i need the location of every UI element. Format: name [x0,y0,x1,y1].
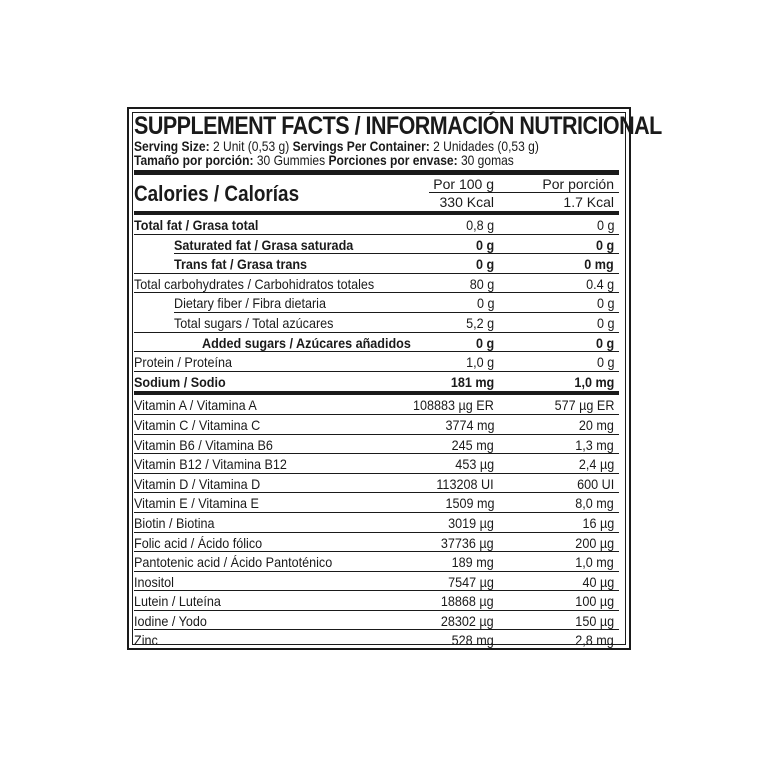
per-100g-value: 189 mg [451,554,494,571]
per-serving-value: 600 UI [576,475,614,492]
per-100g-value: 1,0 g [465,354,494,371]
per-serving-value: 1,0 mg [575,554,614,571]
vitamin-label: Vitamin D / Vitamina D [134,475,261,492]
tamano-value: 30 Gummies [253,152,329,168]
per-100g-value: 113208 UI [436,475,494,492]
nutrient-label: Total fat / Grasa total [134,217,259,233]
vitamin-row-biotin [134,513,619,533]
per-100g-value: 3019 µg [448,514,494,531]
vitamin-row-iodine [134,611,619,631]
per-100g-value: 28302 µg [441,612,494,629]
vitamin-label: Vitamin B12 / Vitamina B12 [134,456,287,473]
per-serving-value: 0 g [596,217,614,233]
column-header-per-serving: Por porción [542,176,614,192]
per-serving-value: 40 µg [582,573,614,590]
per-100g-value: 7547 µg [448,573,494,590]
vitamin-label: Folic acid / Ácido fólico [134,534,263,551]
per-serving-value: 0 g [596,295,614,312]
per-serving-value: 2,4 µg [578,456,614,473]
per-serving-value: 0 g [596,354,614,371]
nutrient-label: Trans fat / Grasa trans [174,256,308,273]
vitamin-label: Inositol [134,573,174,590]
vitamin-row-a [134,395,619,415]
nutrient-label: Protein / Proteína [134,354,233,371]
calories-per-100g: 330 Kcal [439,194,494,210]
nutrient-label: Added sugars / Azúcares añadidos [202,334,411,351]
per-serving-value: 577 µg ER [554,397,614,414]
vitamin-label: Vitamin E / Vitamina E [134,495,259,512]
per-100g-value: 453 µg [455,456,494,473]
vitamin-row-d [134,474,619,494]
vitamin-row-folic-acid [134,533,619,553]
per-serving-value: 1,0 mg [574,373,614,390]
per-serving-value: 0.4 g [585,275,614,292]
per-serving-value: 200 µg [575,534,614,551]
vitamin-row-b6 [134,435,619,455]
vitamin-label: Vitamin A / Vitamina A [134,397,257,414]
servings-per-container-label: Servings Per Container: [292,138,430,154]
per-100g-value: 0,8 g [465,217,494,233]
per-serving-value: 1,3 mg [575,436,614,453]
per-100g-value: 0 g [475,334,494,351]
vitamin-row-inositol [134,572,619,592]
vitamin-label: Pantotenic acid / Ácido Pantoténico [134,554,333,571]
vitamin-label: Biotin / Biotina [134,514,215,531]
nutrient-row-protein [134,352,619,372]
per-serving-value: 16 µg [582,514,614,531]
nutrient-label: Total carbohydrates / Carbohidratos totales [134,275,375,292]
serving-size-label: Serving Size: [134,138,210,154]
per-serving-value: 2,8 mg [575,632,614,649]
serving-size-line [134,139,551,153]
nutrient-row-dietary-fiber [134,293,619,313]
per-serving-value: 150 µg [575,612,614,629]
tamano-line [134,153,551,167]
supplement-facts-panel [127,107,662,650]
per-serving-value: 0 mg [584,256,614,273]
nutrient-row-added-sugars [134,333,619,353]
vitamin-label: Iodine / Yodo [134,612,207,629]
per-100g-value: 181 mg [450,373,494,390]
calories-per-serving: 1.7 Kcal [563,194,614,210]
per-100g-value: 18868 µg [441,593,494,610]
per-100g-value: 108883 µg ER [413,397,494,414]
per-100g-value: 0 g [475,236,494,253]
tamano-label: Tamaño por porción: [134,152,254,168]
vitamin-label: Lutein / Luteína [134,593,221,610]
facts-content [134,112,662,650]
nutrient-row-total-sugars [134,313,619,333]
per-100g-value: 528 mg [451,632,494,649]
calories-label: Calories / Calorías [134,181,300,206]
nutrient-row-sodium [134,372,619,392]
nutrient-label: Dietary fiber / Fibra dietaria [174,295,326,312]
vitamin-row-c [134,415,619,435]
vitamin-row-e [134,493,619,513]
per-serving-value: 0 g [596,314,614,331]
calories-divider [429,192,619,193]
nutrient-row-trans-fat [134,254,619,274]
per-serving-value: 100 µg [575,593,614,610]
porciones-value: 30 gomas [457,152,514,168]
porciones-label: Porciones por envase: [328,152,458,168]
calories-section [134,175,619,211]
panel-title: SUPPLEMENT FACTS / INFORMACIÓN NUTRICIONAL [134,112,662,140]
vitamin-row-b12 [134,454,619,474]
vitamin-label: Vitamin C / Vitamina C [134,416,261,433]
per-100g-value: 0 g [475,256,494,273]
column-header-per-100g: Por 100 g [433,176,494,192]
per-100g-value: 3774 mg [444,416,494,433]
vitamin-row-pantotenic-acid [134,552,619,572]
vitamin-label: Vitamin B6 / Vitamina B6 [134,436,273,453]
per-serving-value: 0 g [595,236,614,253]
per-serving-value: 0 g [595,334,614,351]
per-100g-value: 37736 µg [441,534,494,551]
vitamin-row-zinc [134,630,619,650]
per-100g-value: 80 g [469,275,494,292]
per-serving-value: 8,0 mg [575,495,614,512]
nutrient-row-total-carbohydrates [134,274,619,294]
per-100g-value: 245 mg [451,436,494,453]
per-serving-value: 20 mg [578,416,614,433]
per-100g-value: 1509 mg [444,495,494,512]
per-100g-value: 0 g [476,295,494,312]
nutrient-label: Saturated fat / Grasa saturada [174,236,354,253]
nutrient-row-saturated-fat [134,235,619,255]
servings-per-container-value: 2 Unidades (0,53 g) [429,138,539,154]
nutrient-row-total-fat [134,215,619,235]
serving-size-value: 2 Unit (0,53 g) [209,138,293,154]
nutrient-label: Total sugars / Total azúcares [174,314,334,331]
vitamin-label: Zinc [134,632,158,649]
vitamin-row-lutein [134,591,619,611]
per-100g-value: 5,2 g [465,314,494,331]
nutrient-label: Sodium / Sodio [134,373,226,390]
